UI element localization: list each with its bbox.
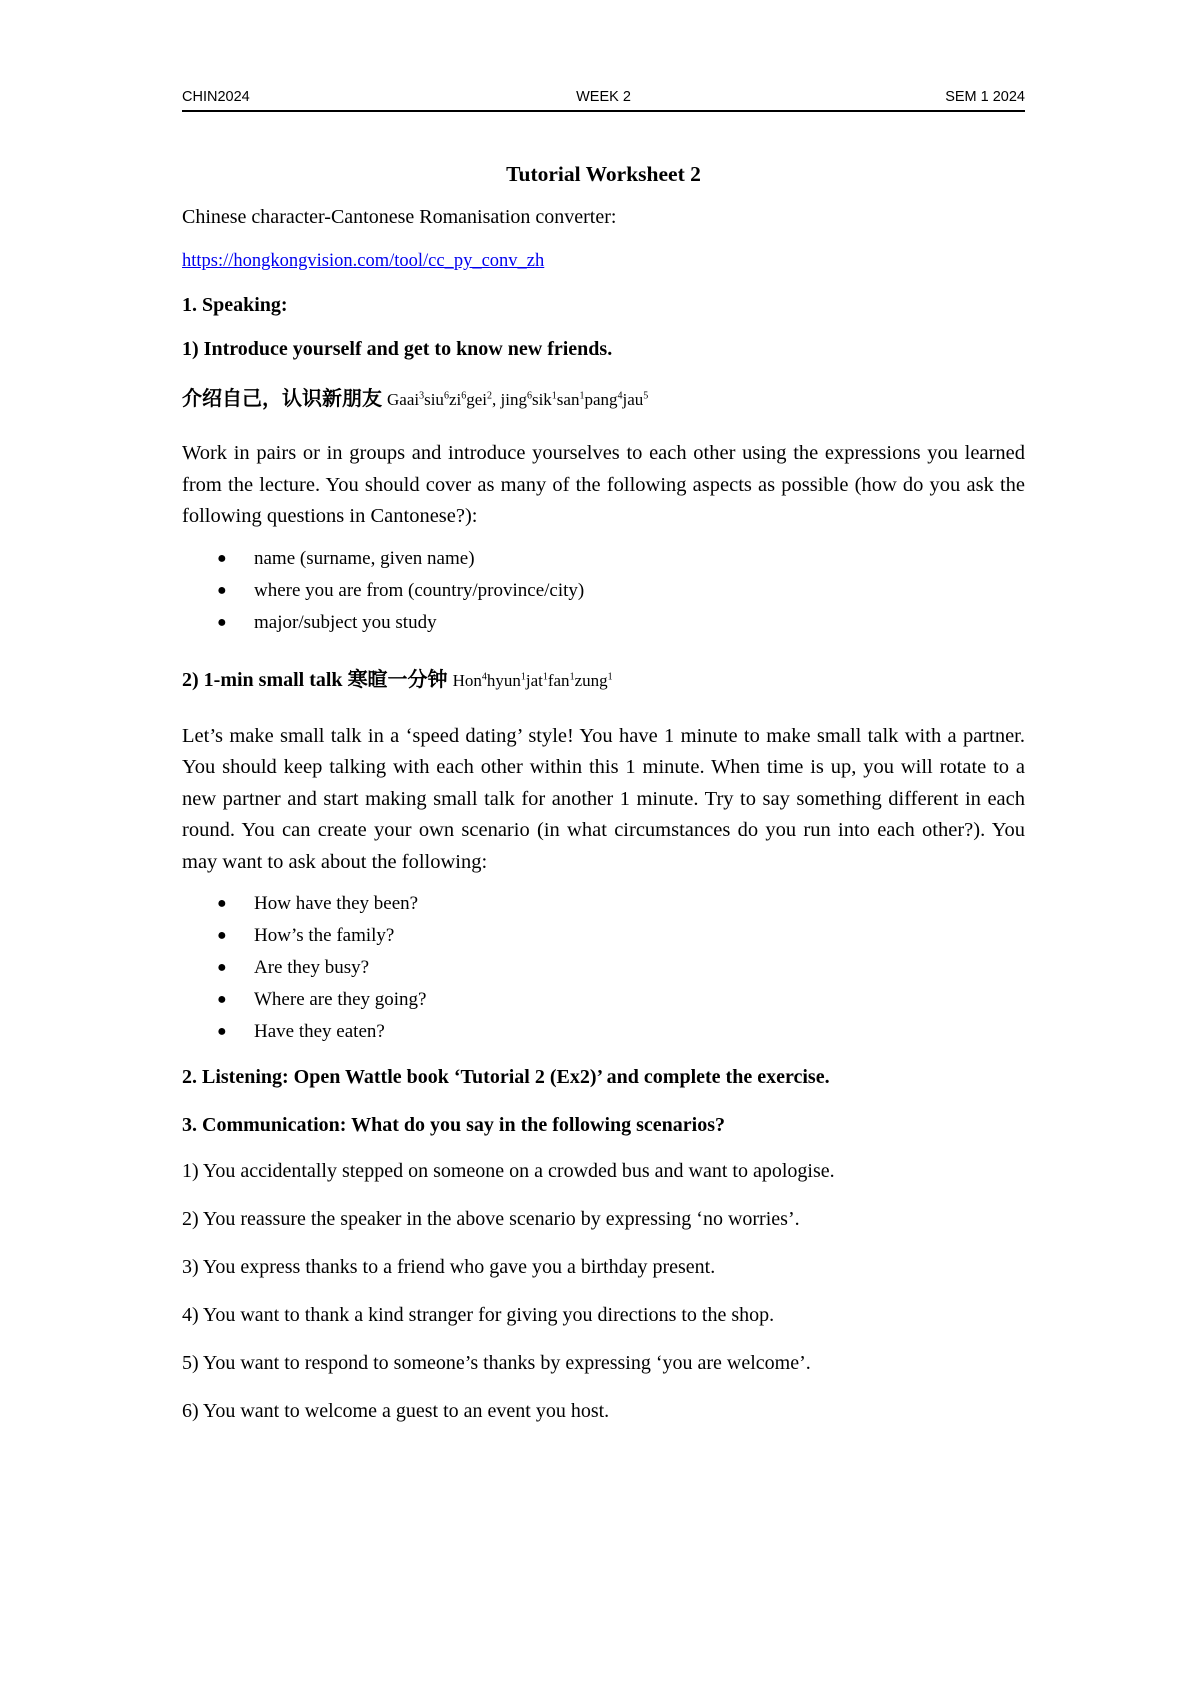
part1-instructions: Work in pairs or in groups and introduce yourselves to each other using the expressions you learned from the lecture. You should cover as many of the following aspects as possible (how do you ask the following questions in Cantonese?): — [182, 442, 1025, 527]
list-item: ● major/subject you study — [217, 611, 437, 633]
worksheet-title: Tutorial Worksheet 2 — [506, 162, 701, 186]
scenario-item: 1) You accidentally stepped on someone on a crowded bus and want to apologise. — [182, 1160, 835, 1182]
scenario-item: 5) You want to respond to someone’s thanks by expressing ‘you are welcome’. — [182, 1352, 811, 1374]
part2-chinese: 寒暄一分钟 — [347, 666, 448, 691]
scenario-item: 4) You want to thank a kind stranger for giving you directions to the shop. — [182, 1304, 775, 1326]
part1-bullet-list — [182, 543, 1025, 639]
part1-heading: 1) Introduce yourself and get to know new friends. — [182, 338, 613, 360]
converter-label: Chinese character-Cantonese Romanisation converter: — [182, 206, 617, 228]
section1-heading: 1. Speaking: — [182, 294, 288, 316]
header-semester: SEM 1 2024 — [945, 89, 1025, 105]
part2-romanisation: Hon$^4$hyun$^1$jat$^1$fan$^1$zung$^1$ — [452, 670, 613, 690]
section2-heading: 2. Listening: Open Wattle book ‘Tutorial 2 (Ex2)’ and complete the exercise. — [182, 1066, 830, 1088]
header-course-code: CHIN2024 — [182, 89, 250, 105]
list-item: ● Where are they going? — [217, 989, 427, 1010]
part2-instructions: Let’s make small talk in a ‘speed dating’ style! You have 1 minute to make small talk with a partner. You should keep talking with each other within this 1 minute. When time is up, you will rotate to a new partner and start making small talk for another 1 minute. Try to say something different in each round. You can create your own scenario (in what circumstances do you run into each other?). You may want to ask about the following: — [182, 724, 1025, 873]
converter-link[interactable]: https://hongkongvision.com/tool/cc_py_conv_zh — [182, 251, 545, 271]
part1-title-line — [182, 382, 1025, 416]
part2-heading: 2) 1-min small talk — [182, 668, 343, 691]
scenario-item: 2) You reassure the speaker in the above scenario by expressing ‘no worries’. — [182, 1208, 800, 1230]
part2-title-line — [182, 663, 1025, 697]
document-body — [182, 158, 1025, 1424]
scenario-item: 3) You express thanks to a friend who gave you a birthday present. — [182, 1256, 716, 1278]
header-week: WEEK 2 — [576, 89, 631, 105]
list-item: ● Have they eaten? — [217, 1021, 385, 1042]
part2-bullet-list — [182, 888, 1025, 1048]
list-item: ● How have they been? — [217, 893, 419, 914]
list-item: ● Are they busy? — [217, 957, 370, 978]
page-header — [182, 86, 1025, 112]
list-item: ● name (surname, given name) — [217, 547, 475, 569]
scenario-item: 6) You want to welcome a guest to an event you host. — [182, 1400, 610, 1422]
part1-romanisation: $Gaai^3siu^6zi^6gei^2$, jing$^6$sik$^1$san$^1$pang$^4$jau$^5$ — [387, 390, 649, 409]
list-item: ● where you are from (country/province/city) — [217, 579, 585, 601]
list-item: ● How’s the family? — [217, 925, 395, 946]
part1-chinese: 介绍自己，认识新朋友 — [182, 386, 382, 410]
section3-heading: 3. Communication: What do you say in the following scenarios? — [182, 1114, 726, 1136]
